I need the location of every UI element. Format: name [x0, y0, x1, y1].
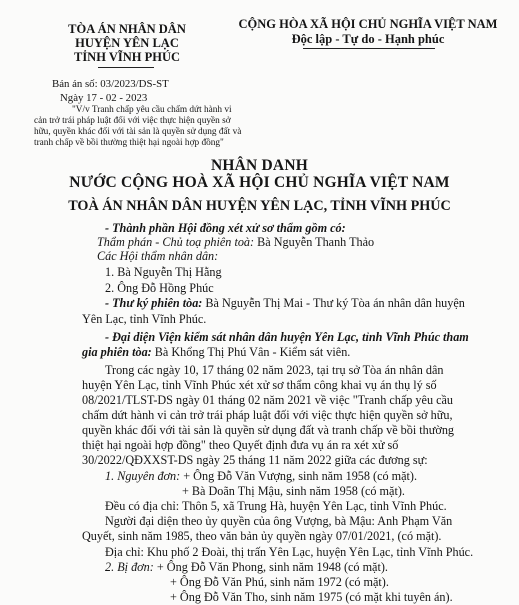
case-subject-line2: cản trở trái pháp luật đối với việc thực hiện quyền sở [34, 116, 231, 126]
judge-name: Bà Nguyễn Thanh Thảo [254, 235, 375, 249]
panel-heading: - Thành phần Hội đồng xét xử sơ thẩm gồm có: [105, 221, 346, 235]
body-line-2: huyện Yên Lạc, tỉnh Vĩnh Phúc xét xử sơ thẩm công khai vụ án thụ lý số [82, 378, 437, 392]
plaintiff-address: Đều có địa chỉ: Thôn 5, xã Trung Hà, huyện Yên Lạc, tỉnh Vĩnh Phúc. [105, 499, 447, 513]
motto-underline [303, 48, 435, 49]
plaintiff-name-2: + Bà Doãn Thị Mậu, sinh năm 1958 (có mặt). [182, 484, 405, 498]
defendant-name-2: + Ông Đỗ Văn Phú, sinh năm 1972 (có mặt). [170, 575, 389, 589]
body-line-5: quyền khác đối với tài sản là quyền sử dụng đất và tranh chấp về bồi thường [82, 423, 455, 437]
court-name-underline [98, 67, 154, 68]
court-name-line1: TÒA ÁN NHÂN DÂN [68, 22, 186, 36]
juror-1: 1. Bà Nguyễn Thị Hằng [105, 265, 222, 279]
body-line-3: 08/2021/TLST-DS ngày 01 tháng 02 năm 2021 về việc "Tranh chấp yêu cầu [82, 393, 453, 407]
procurator-label: - Đại diện Viện kiểm sát nhân dân huyện Yên Lạc, tỉnh Vĩnh Phúc tham [105, 330, 469, 344]
title-in-the-name: NHÂN DANH [211, 157, 308, 174]
title-court: TOÀ ÁN NHÂN DÂN HUYỆN YÊN LẠC, TỈNH VĨNH PHÚC [68, 198, 451, 214]
plaintiff-representative-2: Quyết, sinh năm 1985, theo văn bản ủy quyền ngày 07/01/2021, (có mặt). [82, 529, 442, 543]
procurator-text: Bà Khổng Thị Phú Vân - Kiểm sát viên. [151, 345, 351, 359]
case-subject-line3: hữu, quyền khác đối với tài sản là quyền sử dụng đất và [34, 127, 242, 137]
title-republic: NƯỚC CỘNG HOÀ XÃ HỘI CHỦ NGHĨA VIỆT NAM [69, 174, 450, 191]
clerk-label: - Thư ký phiên tòa: [105, 296, 203, 310]
procurator-line [82, 345, 350, 360]
nation-name: CỘNG HÒA XÃ HỘI CHỦ NGHĨA VIỆT NAM [238, 17, 498, 31]
jurors-label: Các Hội thẩm nhân dân: [97, 249, 219, 263]
nation-motto: Độc lập - Tự do - Hạnh phúc [291, 32, 445, 46]
body-line-7: 30/2022/QĐXXST-DS ngày 25 tháng 11 năm 2022 giữa các đương sự: [82, 453, 428, 467]
defendant-name-3: + Ông Đỗ Văn Tho, sinh năm 1975 (có mặt khi tuyên án). [170, 590, 453, 604]
juror-2: 2. Ông Đỗ Hồng Phúc [105, 281, 214, 295]
court-name-line3: TỈNH VĨNH PHÚC [73, 50, 181, 64]
plaintiff-label: 1. Nguyên đơn: [105, 469, 181, 483]
defendant-label: 2. Bị đơn: [105, 560, 154, 574]
clerk-line [105, 296, 465, 311]
clerk-text: Bà Nguyễn Thị Mai - Thư ký Tòa án nhân dân huyện [202, 296, 465, 310]
procurator-label2: gia phiên tòa: [82, 345, 152, 359]
case-subject-line1: "V/v Tranh chấp yêu cầu chấm dứt hành vi [72, 105, 232, 115]
plaintiff-representative-1: Người đại diện theo ủy quyền của ông Vượng, bà Mậu: Anh Phạm Văn [105, 514, 453, 528]
defendant-line1 [105, 560, 388, 575]
court-name-line2: HUYỆN YÊN LẠC [75, 36, 179, 50]
case-subject-line4: tranh chấp về bồi thường thiệt hại ngoài hợp đồng" [34, 138, 224, 148]
presiding-judge [97, 235, 374, 250]
body-line-1: Trong các ngày 10, 17 tháng 02 năm 2023, tại trụ sở Tòa án nhân dân [105, 363, 444, 377]
clerk-line2: Yên Lạc, tỉnh Vĩnh Phúc. [82, 312, 207, 326]
plaintiff-name-1: + Ông Đỗ Văn Vượng, sinh năm 1958 (có mặt). [180, 469, 418, 483]
body-line-6: thiệt hại ngoài hợp đồng" theo Quyết định đưa vụ án ra xét xử số [82, 438, 399, 452]
case-date: Ngày 17 - 02 - 2023 [60, 92, 148, 104]
case-number: Bản án số: 03/2023/DS-ST [52, 78, 169, 90]
plaintiff-line1 [105, 469, 417, 484]
judge-label: Thẩm phán - Chủ toạ phiên toà: [97, 235, 255, 249]
body-line-4: chấm dứt hành vi cản trở trái pháp luật đối với việc thực hiện quyền sở hữu, [82, 408, 453, 422]
defendant-name-1: + Ông Đỗ Văn Phong, sinh năm 1948 (có mặt). [153, 560, 388, 574]
representative-address: Địa chỉ: Khu phố 2 Đoài, thị trấn Yên Lạc, huyện Yên Lạc, tỉnh Vĩnh Phúc. [105, 545, 474, 559]
